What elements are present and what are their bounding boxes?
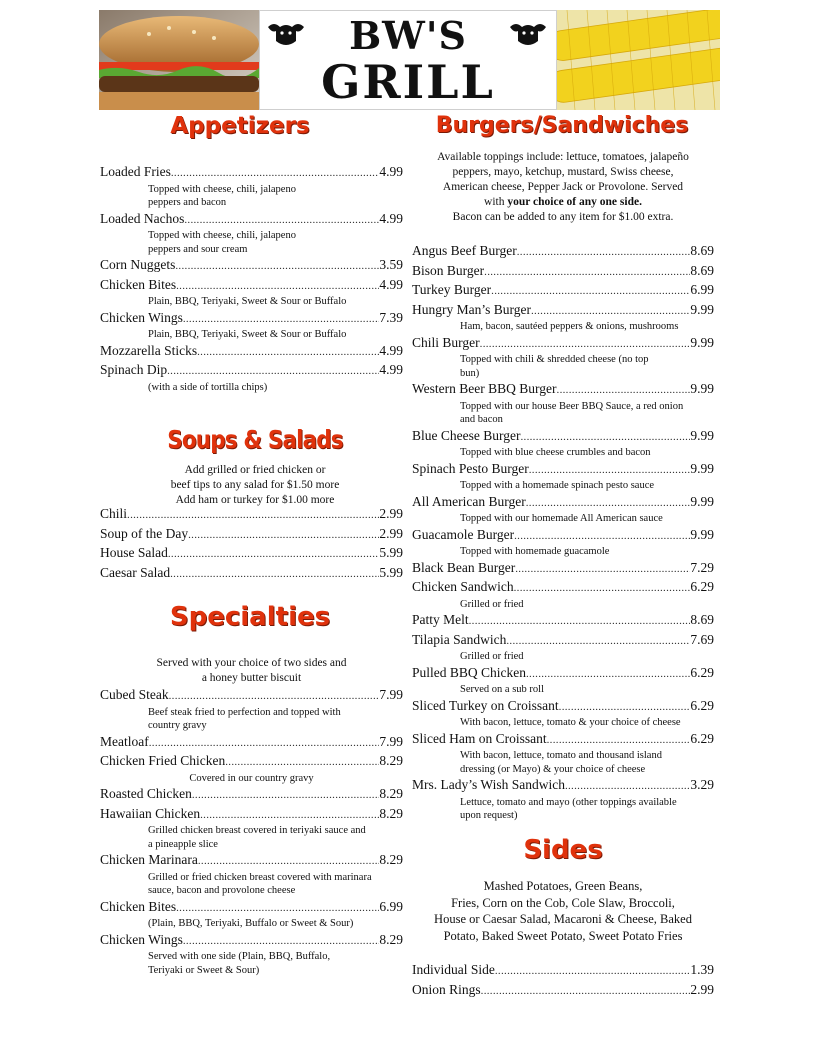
menu-item-price: 6.29 (690, 730, 714, 746)
menu-item-row (100, 733, 403, 753)
dot-leader (469, 613, 691, 631)
menu-item (100, 342, 403, 362)
menu-item-description: (with a side of tortilla chips) (148, 381, 268, 393)
dot-leader (167, 363, 379, 381)
menu-item-price: 4.99 (379, 342, 403, 358)
menu-item-price: 2.99 (690, 981, 714, 997)
menu-item-price: 9.99 (690, 493, 714, 509)
menu-item-price: 9.99 (690, 427, 714, 443)
menu-item-price: 8.29 (379, 931, 403, 947)
menu-item-description: Served with one side (Plain, BBQ, Buffalo, Teriyaki or Sweet & Sour) (148, 951, 331, 976)
menu-item-price: 2.99 (379, 506, 403, 521)
menu-item (100, 733, 403, 753)
menu-item-name: Patty Melt (412, 612, 469, 627)
dot-leader (547, 732, 691, 750)
menu-item-row (100, 342, 403, 362)
menu-item-price: 3.29 (690, 777, 714, 792)
menu-item (412, 730, 714, 777)
menu-item-row (412, 334, 714, 354)
menu-item-price: 4.99 (379, 164, 403, 179)
menu-item-row (412, 981, 714, 1001)
menu-item-price: 8.29 (379, 786, 403, 801)
dot-leader (198, 853, 380, 871)
menu-item-price: 9.99 (690, 334, 714, 350)
dot-leader (225, 754, 379, 772)
menu-item-price: 9.99 (690, 526, 714, 542)
menu-item-row (412, 559, 714, 579)
menu-item-name: Mozzarella Sticks (100, 342, 198, 358)
menu-item-row (100, 505, 403, 525)
dot-leader (565, 778, 690, 796)
menu-item-price: 8.29 (379, 852, 403, 867)
menu-item-row (100, 210, 403, 230)
dot-leader (200, 807, 379, 825)
menu-item-price: 6.29 (690, 697, 714, 713)
menu-item (412, 380, 714, 427)
soups-salads-list (100, 505, 403, 583)
menu-item-description: Lettuce, tomato and mayo (other toppings available upon request) (460, 796, 677, 821)
soups-salads-title: Soups & Salads (167, 425, 343, 454)
menu-item-description: Grilled or fried chicken breast covered with marinara sauce, bacon and provolone cheese (148, 871, 372, 896)
menu-item-row (412, 460, 714, 480)
menu-item-row (100, 898, 403, 918)
menu-item-row (412, 380, 714, 400)
dot-leader (481, 983, 691, 1001)
menu-item (100, 898, 403, 931)
menu-item-name: Guacamole Burger (412, 526, 515, 542)
menu-item (100, 544, 403, 564)
menu-item-name: Chili Burger (412, 334, 480, 350)
menu-item-description: Topped with blue cheese crumbles and bacon (460, 447, 651, 458)
menu-item-description: Ham, bacon, sautéed peppers & onions, mushrooms (460, 321, 679, 332)
menu-item-row (100, 525, 403, 545)
burgers-note-line: Available toppings include: lettuce, tomatoes, jalapeño (437, 151, 689, 163)
menu-item-row (412, 427, 714, 447)
menu-item-row (100, 851, 403, 871)
sides-list (412, 961, 714, 1000)
burgers-list (412, 242, 714, 823)
menu-item-name: Soup of the Day (100, 525, 189, 541)
burgers-note-bold: your choice of any one side. (507, 196, 642, 208)
menu-item-price: 9.99 (690, 460, 714, 476)
menu-item-price: 7.99 (379, 733, 403, 749)
menu-item-name: Sliced Ham on Croissant (412, 730, 547, 746)
menu-item-row (100, 686, 403, 706)
menu-item (100, 361, 403, 394)
soups-salads-note: Add grilled or fried chicken or beef tips to any salad for $1.50 more Add ham or turkey for $1.00 more (170, 464, 340, 506)
menu-item-description: Topped with our house Beer BBQ Sauce, a red onion and bacon (460, 400, 684, 425)
burgers-note-line (412, 195, 714, 210)
menu-item-row (100, 361, 403, 381)
dot-leader (170, 566, 379, 584)
menu-item-price: 8.29 (379, 753, 403, 768)
menu-item (100, 564, 403, 584)
menu-item-name: Corn Nuggets (100, 257, 176, 272)
menu-item (100, 505, 403, 525)
menu-item-row (412, 730, 714, 750)
dot-leader (197, 344, 379, 362)
menu-item (412, 301, 714, 334)
menu-item-price: 6.29 (690, 664, 714, 680)
menu-item-name: Bison Burger (412, 262, 485, 278)
menu-item-name: Caesar Salad (100, 564, 171, 580)
menu-item-name: Onion Rings (412, 981, 481, 997)
menu-item (100, 276, 403, 309)
menu-item-price: 3.59 (379, 257, 403, 272)
menu-item-name: Meatloaf (100, 733, 149, 749)
menu-item-row (412, 697, 714, 717)
menu-item-name: Chicken Bites (100, 276, 177, 292)
menu-item-name: Loaded Nachos (100, 210, 185, 226)
menu-item-description: (Plain, BBQ, Teriyaki, Buffalo or Sweet & Sour) (148, 918, 354, 929)
menu-item-row (412, 262, 714, 282)
menu-item-name: Chicken Marinara (100, 852, 198, 867)
menu-item-price: 8.29 (379, 805, 403, 821)
menu-item-description: Served on a sub roll (460, 684, 544, 695)
menu-item-row (412, 301, 714, 321)
burgers-title: Burgers/Sandwiches (435, 113, 689, 138)
menu-item-row (100, 805, 403, 825)
dot-leader (184, 212, 379, 230)
menu-item-price: 4.99 (379, 362, 403, 377)
menu-item-row (412, 961, 714, 981)
menu-item (100, 256, 403, 276)
appetizers-title: Appetizers (170, 113, 310, 139)
menu-item-name: Spinach Pesto Burger (412, 460, 529, 476)
menu-item-price: 2.99 (379, 525, 403, 541)
menu-item (100, 851, 403, 898)
menu-item-row (412, 578, 714, 598)
menu-item-row (100, 256, 403, 276)
menu-item-row (412, 526, 714, 546)
menu-item-name: Hawaiian Chicken (100, 805, 201, 821)
menu-item (412, 578, 714, 611)
menu-item-description: Covered in our country gravy (189, 772, 314, 784)
menu-item (100, 309, 403, 342)
menu-item-price: 7.99 (379, 687, 403, 702)
menu-item-price: 7.39 (379, 309, 403, 325)
menu-item-name: Individual Side (412, 962, 495, 977)
dot-leader (495, 963, 691, 981)
dot-leader (514, 580, 691, 598)
menu-item-name: Sliced Turkey on Croissant (412, 697, 559, 713)
specialties-list (100, 686, 403, 977)
dot-leader (183, 311, 380, 329)
dot-leader (175, 258, 379, 276)
menu-item-description: Grilled or fried (460, 651, 524, 662)
menu-item-name: Loaded Fries (100, 164, 171, 179)
dot-leader (480, 336, 691, 354)
menu-item-name: Chicken Wings (100, 309, 183, 325)
menu-item-price: 7.29 (690, 559, 714, 575)
menu-item-price: 6.99 (690, 282, 714, 297)
menu-item-row (412, 281, 714, 301)
logo-line2: GRILL (321, 55, 495, 109)
menu-item-name: Turkey Burger (412, 282, 492, 297)
menu-item-name: Chicken Fried Chicken (100, 753, 226, 768)
menu-item (412, 281, 714, 301)
menu-item-name: Chicken Bites (100, 898, 177, 914)
menu-item-price: 5.99 (379, 564, 403, 580)
corn-photo (557, 10, 720, 110)
menu-item-row (100, 544, 403, 564)
menu-item (100, 210, 403, 257)
menu-item (100, 785, 403, 805)
menu-item (100, 525, 403, 545)
menu-item (412, 664, 714, 697)
menu-item (100, 805, 403, 852)
burgers-note-line: American cheese, Pepper Jack or Provolone. Served (442, 181, 684, 193)
dot-leader (559, 699, 691, 717)
dot-leader (192, 787, 380, 805)
dot-leader (171, 165, 380, 183)
menu-item-price: 6.29 (690, 579, 714, 594)
dot-leader (529, 462, 691, 480)
menu-item-name: Mrs. Lady’s Wish Sandwich (412, 777, 565, 792)
specialties-title: Specialties (169, 602, 331, 632)
logo-line1: BW'S (349, 13, 467, 58)
appetizers-list (100, 163, 403, 394)
menu-item (412, 526, 714, 559)
menu-item-name: Angus Beef Burger (412, 243, 517, 258)
menu-item (100, 752, 403, 785)
header-banner (99, 10, 720, 110)
menu-item (412, 493, 714, 526)
sides-title: Sides (523, 835, 603, 865)
dot-leader (183, 933, 380, 951)
menu-item-description: Plain, BBQ, Teriyaki, Sweet & Sour or Buffalo (148, 296, 347, 307)
menu-item-description: Beef steak fried to perfection and topped with country gravy (148, 706, 341, 731)
menu-item-row (412, 664, 714, 684)
menu-item-row (100, 931, 403, 951)
menu-item (100, 163, 403, 210)
menu-item (412, 242, 714, 262)
menu-item-price: 8.69 (690, 243, 714, 258)
dot-leader (531, 303, 690, 321)
dot-leader (517, 244, 691, 262)
burgers-note-text: with (484, 196, 508, 208)
menu-item (412, 981, 714, 1001)
menu-item (412, 776, 714, 823)
menu-item-name: Western Beer BBQ Burger (412, 381, 557, 396)
menu-item-price: 1.39 (690, 962, 714, 977)
menu-item-name: House Salad (100, 545, 168, 560)
dot-leader (188, 527, 379, 545)
dot-leader (176, 900, 379, 918)
menu-item-row (412, 242, 714, 262)
dot-leader (514, 528, 690, 546)
menu-item-price: 9.99 (690, 301, 714, 317)
menu-item (412, 631, 714, 664)
menu-item-name: Pulled BBQ Chicken (412, 664, 526, 680)
menu-item-row (100, 564, 403, 584)
sides-note: Mashed Potatoes, Green Beans, Fries, Corn on the Cob, Cole Slaw, Broccoli, House or Caesar Salad, Macaroni & Cheese, Baked Potato, Baked Sweet Potato, Sweet Potato Fries (434, 879, 692, 943)
menu-item-name: All American Burger (412, 493, 526, 509)
dot-leader (557, 382, 691, 400)
menu-item-description: With bacon, lettuce, tomato & your choice of cheese (460, 717, 681, 728)
burger-photo (99, 10, 259, 110)
menu-item-row (100, 752, 403, 772)
menu-item-price: 7.69 (690, 631, 714, 647)
menu-item-description: Grilled chicken breast covered in teriyaki sauce and a pineapple slice (148, 825, 366, 850)
dot-leader (506, 633, 690, 651)
menu-item-row (412, 493, 714, 513)
menu-item-price: 6.99 (379, 898, 403, 914)
menu-item (100, 931, 403, 978)
menu-item-name: Chili (100, 506, 128, 521)
dot-leader (127, 507, 379, 525)
menu-item-name: Blue Cheese Burger (412, 427, 521, 443)
menu-item-name: Black Bean Burger (412, 559, 516, 575)
burgers-note-line: Bacon can be added to any item for $1.00 extra. (452, 211, 674, 223)
dot-leader (526, 666, 690, 684)
menu-item-price: 8.69 (690, 262, 714, 278)
menu-item-description: Topped with cheese, chili, jalapeno peppers and bacon (148, 183, 296, 208)
menu-item (412, 697, 714, 730)
menu-item-description: With bacon, lettuce, tomato and thousand island dressing (or Mayo) & your choice of cheese (460, 750, 662, 775)
menu-item-price: 5.99 (379, 545, 403, 560)
menu-item-description: Grilled or fried (460, 598, 524, 610)
menu-item (412, 427, 714, 460)
menu-item (412, 961, 714, 981)
dot-leader (526, 495, 691, 513)
dot-leader (149, 735, 380, 753)
menu-item-price: 8.69 (690, 612, 714, 627)
menu-item-name: Chicken Sandwich (412, 579, 514, 594)
menu-item-price: 4.99 (379, 210, 403, 226)
menu-item-price: 4.99 (379, 276, 403, 292)
menu-item-row (412, 611, 714, 631)
specialties-note: Served with your choice of two sides and a honey butter biscuit (156, 657, 347, 684)
menu-item-row (100, 309, 403, 329)
menu-item-price: 9.99 (690, 381, 714, 396)
dot-leader (169, 688, 380, 706)
menu-item-name: Spinach Dip (100, 362, 168, 377)
menu-item-row (100, 163, 403, 183)
menu-item (100, 686, 403, 733)
dot-leader (520, 429, 690, 447)
menu-item (412, 559, 714, 579)
menu-item-description: Topped with homemade guacamole (460, 546, 610, 557)
menu-item-row (412, 631, 714, 651)
dot-leader (515, 561, 690, 579)
menu-item-name: Roasted Chicken (100, 786, 192, 801)
menu-item-description: Plain, BBQ, Teriyaki, Sweet & Sour or Buffalo (148, 329, 347, 340)
dot-leader (176, 278, 379, 296)
menu-item-name: Hungry Man’s Burger (412, 301, 531, 317)
menu-item-description: Topped with our homemade All American sauce (460, 513, 663, 524)
burgers-note-line: peppers, mayo, ketchup, mustard, Swiss cheese, (452, 166, 674, 178)
menu-item-name: Cubed Steak (100, 687, 169, 702)
dot-leader (484, 264, 690, 282)
menu-item-name: Tilapia Sandwich (412, 631, 507, 647)
burgers-note (412, 150, 714, 225)
menu-item-description: Topped with chili & shredded cheese (no top bun) (460, 354, 649, 379)
menu-item (412, 334, 714, 381)
menu-item-name: Chicken Wings (100, 931, 183, 947)
menu-item (412, 611, 714, 631)
menu-item (412, 262, 714, 282)
logo (259, 10, 557, 110)
dot-leader (491, 283, 690, 301)
menu-item-description: Topped with cheese, chili, jalapeno peppers and sour cream (148, 230, 296, 255)
menu-item-row (100, 785, 403, 805)
dot-leader (168, 546, 380, 564)
menu-item-row (412, 776, 714, 796)
menu-item-row (100, 276, 403, 296)
menu-item-description: Topped with a homemade spinach pesto sauce (460, 480, 655, 491)
menu-item (412, 460, 714, 493)
